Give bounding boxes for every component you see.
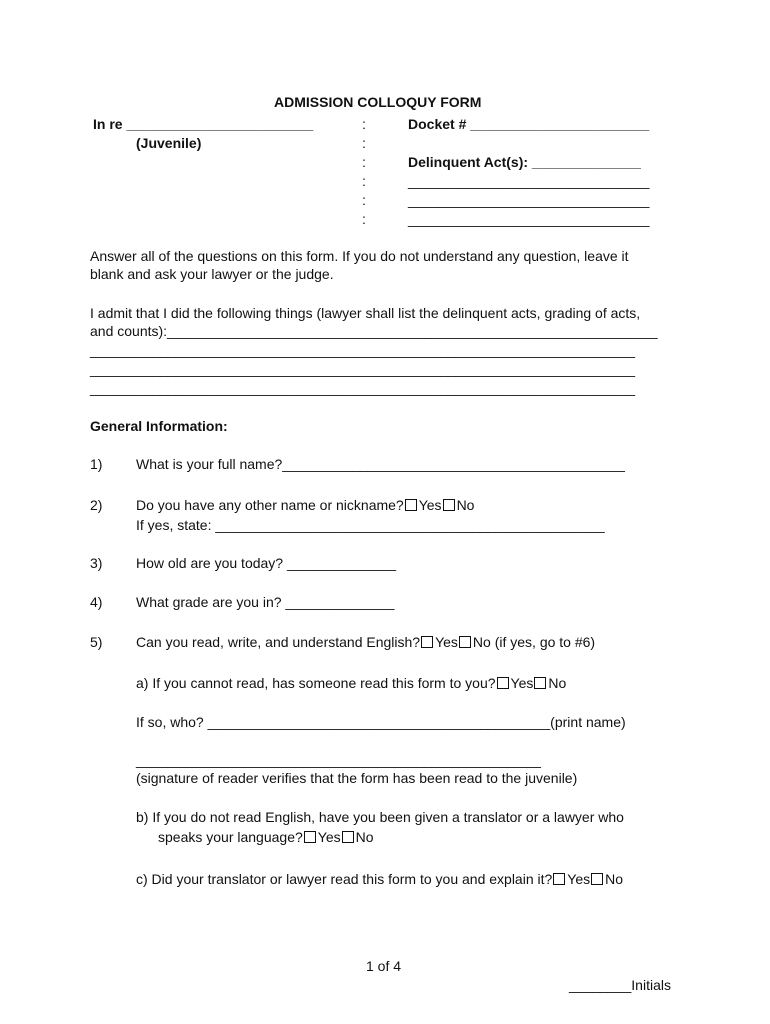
admission-blank[interactable]: ______________________________________________________________________ [90,361,636,377]
read-form-question [136,675,566,691]
admission-blank[interactable]: ______________________________________________________________________ [90,342,636,358]
yes-label: Yes [418,497,442,513]
reader-signature-line[interactable]: ____________________________________________________ [136,752,541,768]
yes-checkbox[interactable] [553,873,565,885]
other-name-question [136,497,474,513]
english-question-text: Can you read, write, and understand English? [136,634,421,650]
read-form-question-text: a) If you cannot read, has someone read this form to you? [136,675,496,691]
instructions-line: blank and ask your lawyer or the judge. [90,266,334,282]
juvenile-label: (Juvenile) [136,135,202,151]
question-number: 4) [90,594,103,610]
caption-colon: : [362,154,366,170]
nickname-field[interactable]: If yes, state: __________________________________________________ [136,517,605,533]
caption-colon: : [362,116,366,132]
question-number: 5) [90,634,103,650]
yes-checkbox[interactable] [421,636,433,648]
delinquent-acts-blank[interactable]: _______________________________ [408,211,650,227]
no-label: No [355,829,374,845]
delinquent-acts-blank[interactable]: _______________________________ [408,173,650,189]
yes-label: Yes [567,871,591,887]
no-checkbox[interactable] [443,499,455,511]
in-re-field[interactable]: In re ________________________ [93,116,314,132]
caption-colon: : [362,135,366,151]
caption-colon: : [362,173,366,189]
translator-question [158,829,374,845]
yes-label: Yes [435,634,458,650]
age-field[interactable]: How old are you today? ______________ [136,555,396,571]
initials-field[interactable]: ________Initials [569,977,671,993]
yes-checkbox[interactable] [304,831,316,843]
no-checkbox[interactable] [534,677,546,689]
reader-name-field[interactable]: If so, who? ____________________________________________(print name) [136,714,626,730]
admission-blank[interactable]: ______________________________________________________________________ [90,380,636,396]
admission-line: I admit that I did the following things (lawyer shall list the delinquent acts, grading of acts, [90,305,641,321]
caption-colon: : [362,211,366,227]
explain-form-question-text: c) Did your translator or lawyer read this form to you and explain it? [136,871,553,887]
yes-checkbox[interactable] [497,677,509,689]
form-title: ADMISSION COLLOQUY FORM [274,94,482,110]
no-label: No [456,497,475,513]
translator-question-text: speaks your language? [158,829,303,845]
docket-field[interactable]: Docket # _______________________ [408,116,650,132]
reader-signature-note: (signature of reader verifies that the form has been read to the juvenile) [136,770,578,786]
question-number: 1) [90,456,103,472]
explain-form-question [136,871,623,887]
english-question [136,634,595,650]
question-number: 2) [90,497,103,513]
other-name-question-text: Do you have any other name or nickname? [136,497,404,513]
instructions-line: Answer all of the questions on this form. If you do not understand any question, leave it [90,248,629,264]
full-name-field[interactable]: What is your full name?____________________________________________ [136,456,625,472]
no-label: No [605,871,624,887]
no-checkbox[interactable] [342,831,354,843]
question-number: 3) [90,555,103,571]
caption-colon: : [362,192,366,208]
grade-field[interactable]: What grade are you in? ______________ [136,594,395,610]
delinquent-acts-field[interactable]: Delinquent Act(s): ______________ [408,154,641,170]
page-number: 1 of 4 [366,958,402,974]
admission-counts-field[interactable]: and counts):_______________________________________________________________ [90,323,658,339]
translator-question-line: b) If you do not read English, have you been given a translator or a lawyer who [136,809,624,825]
no-checkbox[interactable] [459,636,471,648]
no-label: No [548,675,567,691]
delinquent-acts-blank[interactable]: _______________________________ [408,192,650,208]
yes-label: Yes [510,675,534,691]
yes-checkbox[interactable] [405,499,417,511]
yes-label: Yes [317,829,341,845]
no-label: No (if yes, go to #6) [472,634,596,650]
no-checkbox[interactable] [591,873,603,885]
general-information-heading: General Information: [90,418,228,434]
